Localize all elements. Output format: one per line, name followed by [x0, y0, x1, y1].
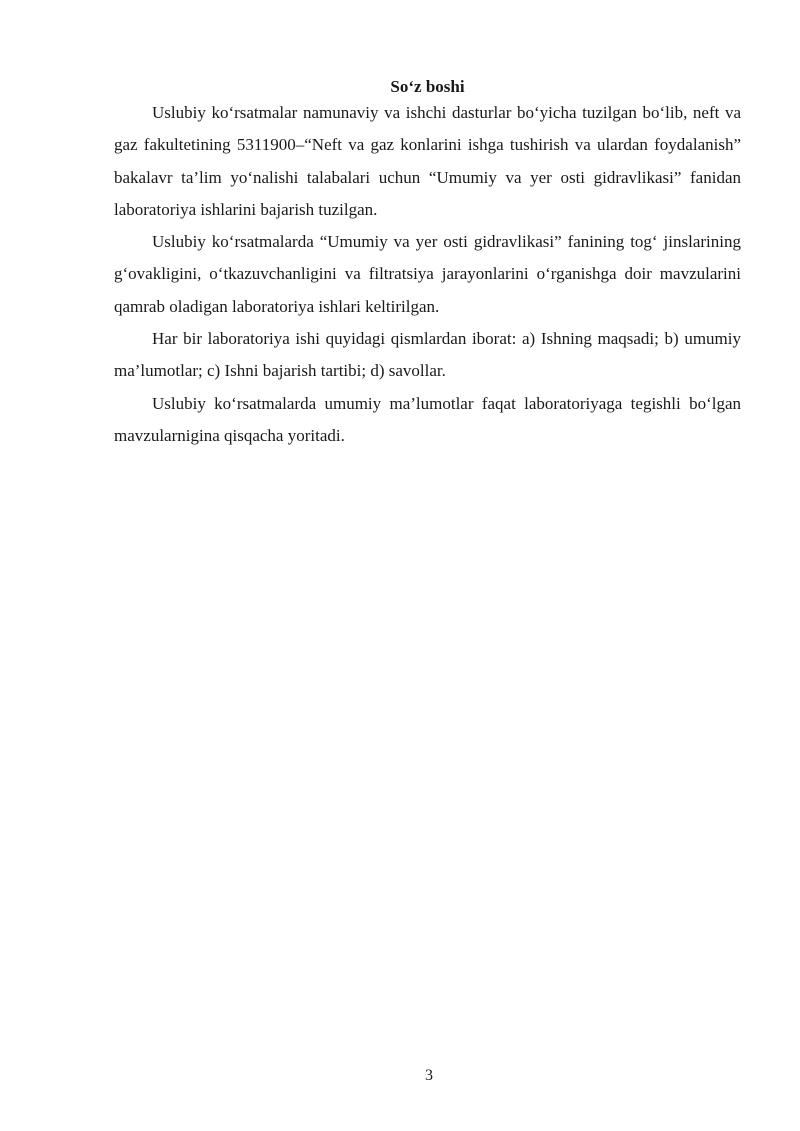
section-title: So‘z boshi [390, 77, 465, 96]
paragraph-topics: Uslubiy ko‘rsatmalarda “Umumiy va yer osti gidravlikasi” fanining tog‘ jinslarining g‘ovakligini, o‘tkazuvchanligini va filtratsiya jarayonlarini o‘rganishga doir mavzularini qamrab oladigan laboratoriya ishlari keltirilgan. [114, 232, 741, 316]
page-content [114, 76, 741, 452]
paragraph-scope: Uslubiy ko‘rsatmalarda umumiy ma’lumotlar faqat laboratoriyaga tegishli bo‘lgan mavzularnigina qisqacha yoritadi. [114, 393, 741, 445]
paragraph-structure: Har bir laboratoriya ishi quyidagi qismlardan iborat: a) Ishning maqsadi; b) umumiy ma’lumotlar; c) Ishni bajarish tartibi; d) savollar. [114, 329, 741, 381]
paragraph-intro: Uslubiy ko‘rsatmalar namunaviy va ishchi dasturlar bo‘yicha tuzilgan bo‘lib, neft va gaz fakultetining 5311900–“Neft va gaz konlarini ishga tushirish va ulardan foydalanish” bakalavr ta’lim yo‘nalishi talabalari uchun “Umumiy va yer osti gidravlikasi” fanidan laboratoriya ishlarini bajarish tuzilgan. [114, 103, 741, 219]
page-number: 3 [425, 1067, 433, 1084]
